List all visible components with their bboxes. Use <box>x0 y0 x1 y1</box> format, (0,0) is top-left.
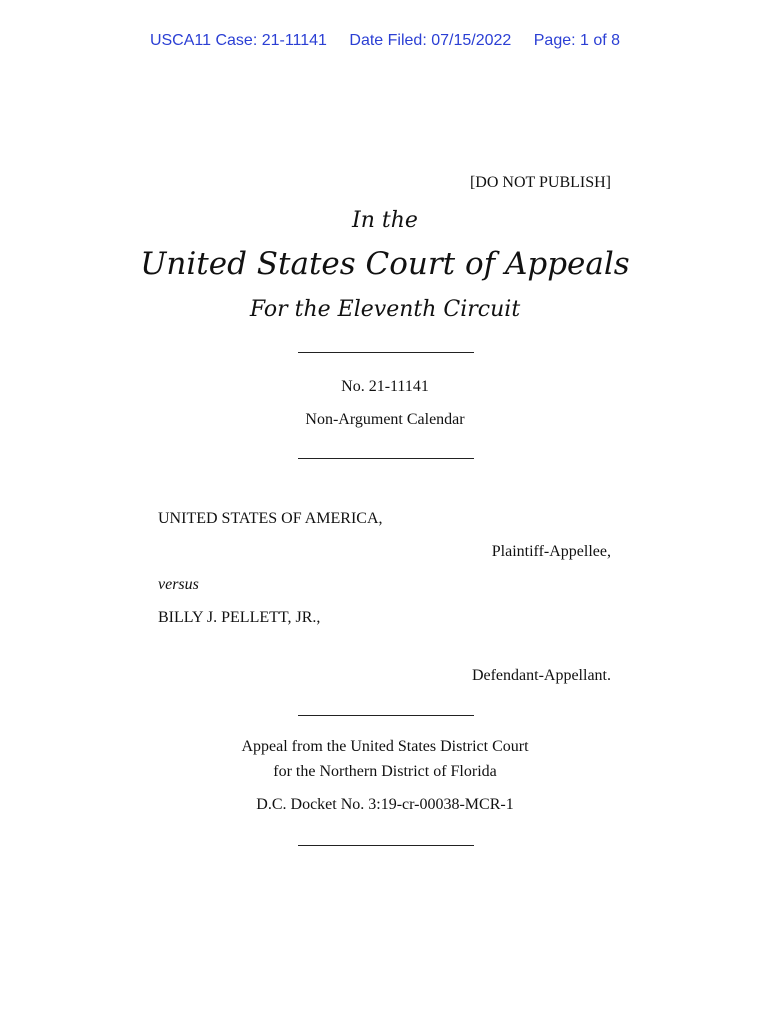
docket-number: D.C. Docket No. 3:19-cr-00038-MCR-1 <box>256 796 514 813</box>
court-heading-line2: United States Court of Appeals <box>140 246 630 282</box>
date-filed-header: Date Filed: 07/15/2022 <box>349 32 512 49</box>
plaintiff-role: Plaintiff-Appellee, <box>491 543 611 560</box>
case-number: No. 21-11141 <box>341 378 429 395</box>
appeal-origin-line2: for the Northern District of Florida <box>273 763 497 780</box>
divider-rule <box>298 715 474 716</box>
court-heading-line1: In the <box>352 208 418 233</box>
defendant-role: Defendant-Appellant. <box>471 667 611 684</box>
case-number-header: USCA11 Case: 21-11141 <box>149 32 327 49</box>
publication-notice: [DO NOT PUBLISH] <box>469 174 611 191</box>
divider-rule <box>298 352 474 353</box>
divider-rule <box>298 458 474 459</box>
calendar-type: Non-Argument Calendar <box>305 411 465 428</box>
divider-rule <box>298 845 474 846</box>
appeal-origin-line1: Appeal from the United States District Court <box>241 738 529 755</box>
page-number-header: Page: 1 of 8 <box>533 32 621 49</box>
plaintiff-name: UNITED STATES OF AMERICA, <box>158 510 383 527</box>
defendant-name: BILLY J. PELLETT, JR., <box>158 609 321 626</box>
versus-label: versus <box>158 576 199 593</box>
case-header <box>0 32 770 50</box>
court-heading-line3: For the Eleventh Circuit <box>249 297 521 322</box>
